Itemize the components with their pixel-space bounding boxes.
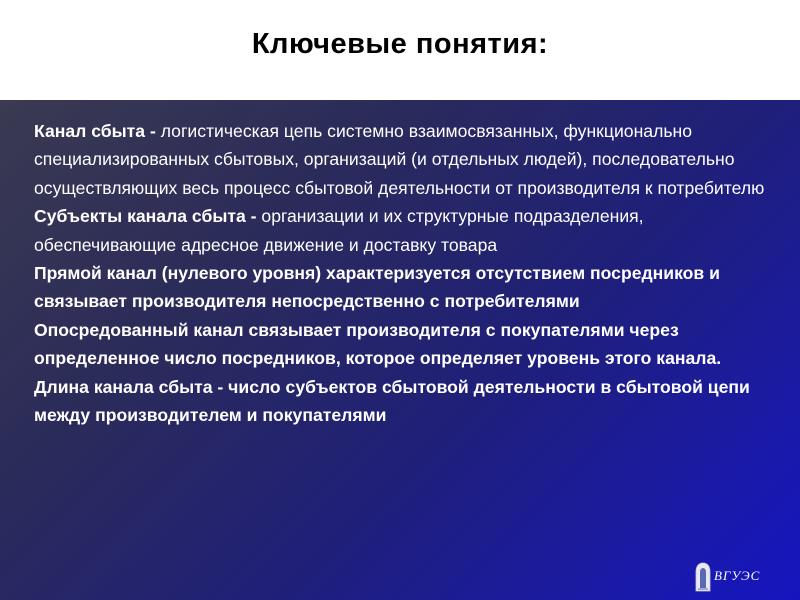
definition-sales-channel [34,117,784,202]
definition-indirect-channel [34,316,784,373]
term-label: Опосредованный канал связывает производителя с покупателями через определенное число посредников, которое определяет уровень этого канала. [34,319,722,369]
university-emblem-icon [694,562,712,592]
term-label: Длина канала сбыта - число субъектов сбытовой деятельности в сбытовой цепи между производителем и покупателями [34,376,750,426]
term-label: Прямой канал (нулевого уровня) характеризуется отсутствием посредников и связывает производителя непосредственно с потребителями [34,263,720,312]
definition-text: логистическая цепь системно взаимосвязанных, функционально специализированных сбытовых, организаций (и отдельных людей), последовательно осуществляющих весь процесс сбытовой деятельности от производителя к потребителю [34,121,765,198]
university-logo [694,562,784,592]
logo-text: ВГУЭС [714,568,761,583]
term-label: Субъекты канала сбыта - [34,206,262,227]
definition-direct-channel [34,259,784,316]
definition-channel-length [34,373,784,430]
term-label: Канал сбыта - [34,121,161,141]
definition-text: организации и их структурные подразделения, обеспечивающие адресное движение и доставку товара [34,206,644,255]
slide-body [34,117,784,429]
slide-title: Ключевые понятия: [251,28,549,60]
slide-header [0,0,800,100]
definition-channel-subjects [34,202,784,259]
